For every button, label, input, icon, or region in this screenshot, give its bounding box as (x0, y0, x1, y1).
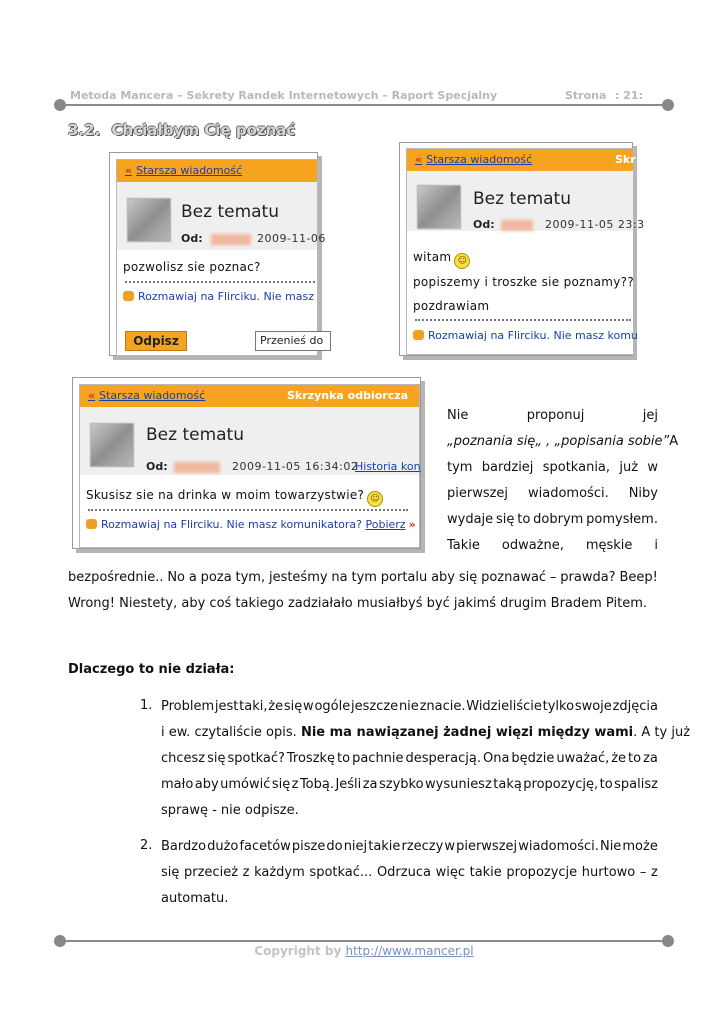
word: Beep! (619, 570, 658, 585)
older-message-link[interactable] (415, 153, 532, 166)
message-subject: Bez tematu (473, 189, 571, 209)
word: wydaje (447, 512, 494, 527)
message-header-bar (80, 385, 419, 407)
word: Ona (482, 751, 510, 766)
word: poza (200, 570, 232, 585)
side-line (447, 407, 658, 433)
word: Odrzuca (376, 865, 431, 880)
word: i (654, 538, 658, 553)
word: może (622, 839, 658, 854)
word: będzie (511, 751, 555, 766)
word: się (271, 777, 291, 792)
word: do (326, 839, 343, 854)
word: Nie (447, 408, 469, 423)
word: taką (493, 777, 522, 792)
screenshot-message-3 (72, 377, 421, 549)
message-line (86, 488, 383, 507)
word: spotkać... (309, 865, 373, 880)
word: dużo (207, 839, 239, 854)
message-panel (406, 148, 645, 355)
word: umówić (220, 777, 271, 792)
chat-promo[interactable] (86, 518, 416, 531)
word: propozycję, (523, 777, 599, 792)
word: Niby (628, 486, 658, 501)
word: – (639, 865, 647, 880)
word: pierwszej (447, 486, 509, 501)
avatar (417, 185, 461, 229)
sender-name-redacted (174, 462, 220, 473)
word: z (242, 865, 250, 880)
message-line-3: pozdrawiam (413, 299, 490, 313)
word: hurtowo (581, 865, 636, 880)
section-title (68, 121, 295, 139)
list-item-1-line-2-c: . A ty już (633, 725, 691, 740)
get-link[interactable]: Pobierz (365, 518, 406, 531)
word: za (362, 777, 378, 792)
word: to (599, 777, 613, 792)
double-chevron-left-icon: « (88, 389, 96, 402)
section-title-text: Chciałbym Cię poznać (111, 121, 296, 139)
message-subject: Bez tematu (146, 425, 244, 445)
word: poznawać (481, 570, 547, 585)
word: facetów (239, 839, 291, 854)
word: się (496, 512, 515, 527)
older-message-link[interactable] (88, 389, 205, 402)
word: a (188, 570, 197, 585)
list-item-1-line-4 (161, 776, 658, 793)
side-line (447, 537, 658, 563)
why-heading: Dlaczego to nie działa: (68, 662, 235, 677)
word: Takie (447, 538, 480, 553)
word: za (643, 751, 658, 766)
word: nie (398, 699, 419, 714)
dotted-separator (125, 281, 315, 285)
word: że (268, 699, 284, 714)
word: Nie (599, 839, 622, 854)
paragraph-line-7 (68, 569, 658, 586)
word: desperacją. (405, 751, 481, 766)
word: że (611, 751, 627, 766)
word: aby (431, 570, 456, 585)
older-message-link[interactable] (125, 164, 242, 177)
chat-promo-text: Rozmawiaj na Flirciku. Nie masz komu (428, 329, 638, 342)
sender-name-redacted (211, 234, 251, 245)
word: się (458, 570, 478, 585)
word: „poznania się„ , „popisania sobie” (447, 434, 670, 449)
word: swoje (574, 699, 612, 714)
message-header-bar (117, 160, 317, 182)
smiley-icon: ☺ (454, 253, 470, 269)
list-item-1-line-3 (161, 750, 658, 767)
chat-bubble-icon (413, 330, 424, 340)
word: taki, (239, 699, 268, 714)
word: – (549, 570, 557, 585)
list-item-1-number: 1. (140, 698, 153, 713)
message-line-2: popiszemy i troszke sie poznamy?? (413, 275, 635, 289)
section-number: 3.2. (68, 121, 101, 139)
header-rule (60, 104, 668, 106)
word: Jeśli (335, 777, 362, 792)
site-link[interactable]: http://www.mancer.pl (345, 944, 474, 958)
message-date: 2009-11-06 (257, 232, 326, 245)
word: w (647, 460, 658, 475)
word: każdym (254, 865, 305, 880)
double-chevron-left-icon: « (415, 153, 423, 166)
word: A (669, 434, 679, 449)
word: z (291, 777, 299, 792)
chat-bubble-icon (86, 519, 97, 529)
word: w (444, 839, 456, 854)
side-line (447, 433, 679, 459)
screenshot-message-2 (399, 142, 645, 356)
message-subject: Bez tematu (181, 202, 279, 222)
list-item-2-line-3: automatu. (161, 891, 229, 906)
older-message-label: Starsza wiadomość (136, 164, 243, 177)
word: zdjęcia (612, 699, 658, 714)
word: dobrym (533, 512, 584, 527)
screenshot-message-1 (109, 152, 326, 356)
word: niej (343, 839, 368, 854)
list-item-2-line-2 (161, 864, 658, 881)
from-label: Od: (146, 460, 168, 473)
word: znacie. (419, 699, 466, 714)
word: pomysłem. (586, 512, 658, 527)
older-message-label: Starsza wiadomość (99, 389, 206, 402)
word: mało (161, 777, 194, 792)
message-panel (79, 384, 420, 548)
header-page-number: : 21: (615, 89, 643, 102)
word: jeszcze (350, 699, 399, 714)
word: ogóle (314, 699, 351, 714)
word: aby (194, 777, 219, 792)
word: więc (435, 865, 465, 880)
footer-rule (60, 940, 668, 942)
header-page-label: Strona (565, 89, 607, 102)
side-paragraph (447, 407, 679, 563)
word: Tobą. (299, 777, 334, 792)
chat-promo-text: Rozmawiaj na Flirciku. Nie masz (138, 290, 314, 303)
word: tylko (542, 699, 575, 714)
word: uważać, (556, 751, 610, 766)
word: pachnie (352, 751, 404, 766)
avatar (90, 423, 134, 467)
from-label: Od: (473, 218, 495, 231)
word: się (283, 699, 303, 714)
word: to (337, 751, 351, 766)
dotted-separator (88, 509, 408, 513)
chat-bubble-icon (123, 291, 134, 301)
word: wysuniesz (425, 777, 492, 792)
word: jest (214, 699, 239, 714)
word: prawda? (560, 570, 616, 585)
word: się (161, 865, 180, 880)
double-chevron-left-icon: « (125, 164, 133, 177)
chat-promo[interactable] (413, 329, 638, 342)
word: propozycje (506, 865, 578, 880)
word: na (331, 570, 348, 585)
word: bezpośrednie.. (68, 570, 164, 585)
side-line (447, 459, 658, 485)
smiley-icon: ☺ (367, 491, 383, 507)
footer-copyright (0, 944, 728, 958)
word: wiadomości. (518, 839, 599, 854)
message-text: Skusisz sie na drinka w moim towarzystwie? (86, 488, 365, 502)
copyright-text: Copyright by (254, 944, 342, 958)
dotted-separator (415, 319, 631, 323)
word: to (628, 751, 642, 766)
word: takie (469, 865, 502, 880)
word: męskie (585, 538, 633, 553)
word: Widzieliście (466, 699, 542, 714)
list-item-2-line-1 (161, 838, 658, 855)
word: Bardzo (161, 839, 207, 854)
word: spalisz (614, 777, 658, 792)
list-item-1-line-5: sprawę - nie odpisze. (161, 803, 299, 818)
list-item-1-line-2-a: i ew. czytaliście opis. (161, 725, 297, 740)
word: z (651, 865, 658, 880)
word: pierwszej (456, 839, 518, 854)
from-label: Od: (181, 232, 203, 245)
word: spotkania, (542, 460, 611, 475)
list-item-1-line-1 (161, 698, 658, 715)
word: Troszkę (286, 751, 336, 766)
older-message-label: Starsza wiadomość (426, 153, 533, 166)
reply-button[interactable]: Odpisz (125, 331, 187, 351)
word: to (517, 512, 531, 527)
word: odważne, (501, 538, 564, 553)
move-to-button[interactable]: Przenieś do (255, 331, 331, 351)
word: bardziej (481, 460, 534, 475)
list-item-2-number: 2. (140, 838, 153, 853)
message-header-bar (407, 149, 636, 171)
header-rule-right-dot (662, 99, 674, 111)
paragraph-line-8: Wrong! Niestety, aby coś takiego zadziałało musiałbyś być jakimś drugim Bradem Pitem. (68, 596, 647, 611)
word: jej (642, 408, 658, 423)
history-link[interactable]: Historia kon (355, 460, 421, 473)
inbox-label[interactable]: Skr (615, 153, 636, 166)
word: szybko (378, 777, 424, 792)
word: się (207, 751, 226, 766)
side-line (447, 485, 658, 511)
word: Problem (161, 699, 215, 714)
header-title: Metoda Mancera – Sekrety Randek Internetowych – Raport Specjalny (70, 89, 498, 102)
word: No (167, 570, 186, 585)
word: wiadomości. (528, 486, 609, 501)
word: już (619, 460, 639, 475)
word: jesteśmy (268, 570, 328, 585)
message-panel (116, 159, 326, 356)
chat-promo[interactable] (123, 290, 314, 303)
avatar (127, 198, 171, 242)
word: pisze (291, 839, 326, 854)
word: przecież (184, 865, 239, 880)
message-text: pozwolisz sie poznac? (123, 260, 261, 274)
message-date: 2009-11-05 23:3 (545, 218, 645, 231)
sender-name-redacted (501, 220, 533, 231)
message-line-1 (413, 250, 470, 269)
word: rzeczy (401, 839, 444, 854)
word: tym (447, 460, 473, 475)
side-line (447, 511, 658, 537)
word: portalu (380, 570, 428, 585)
word: proponuj (526, 408, 585, 423)
chat-promo-text: Rozmawiaj na Flirciku. Nie masz komunikatora? (101, 518, 362, 531)
side-lines (447, 407, 679, 563)
word: chcesz (161, 751, 206, 766)
list-item-1-line-2 (161, 724, 691, 741)
list-item-1-emphasis: Nie ma nawiązanej żadnej więzi między wami (300, 725, 634, 740)
double-chevron-right-icon: » (408, 518, 416, 531)
word: w (303, 699, 314, 714)
word: spotkać? (227, 751, 285, 766)
message-date: 2009-11-05 16:34:02 (232, 460, 359, 473)
word: tym (351, 570, 377, 585)
word: tym, (235, 570, 266, 585)
message-line-1-text: witam (413, 250, 452, 264)
word: takie (368, 839, 401, 854)
inbox-label[interactable]: Skrzynka odbiorcza (287, 389, 409, 402)
